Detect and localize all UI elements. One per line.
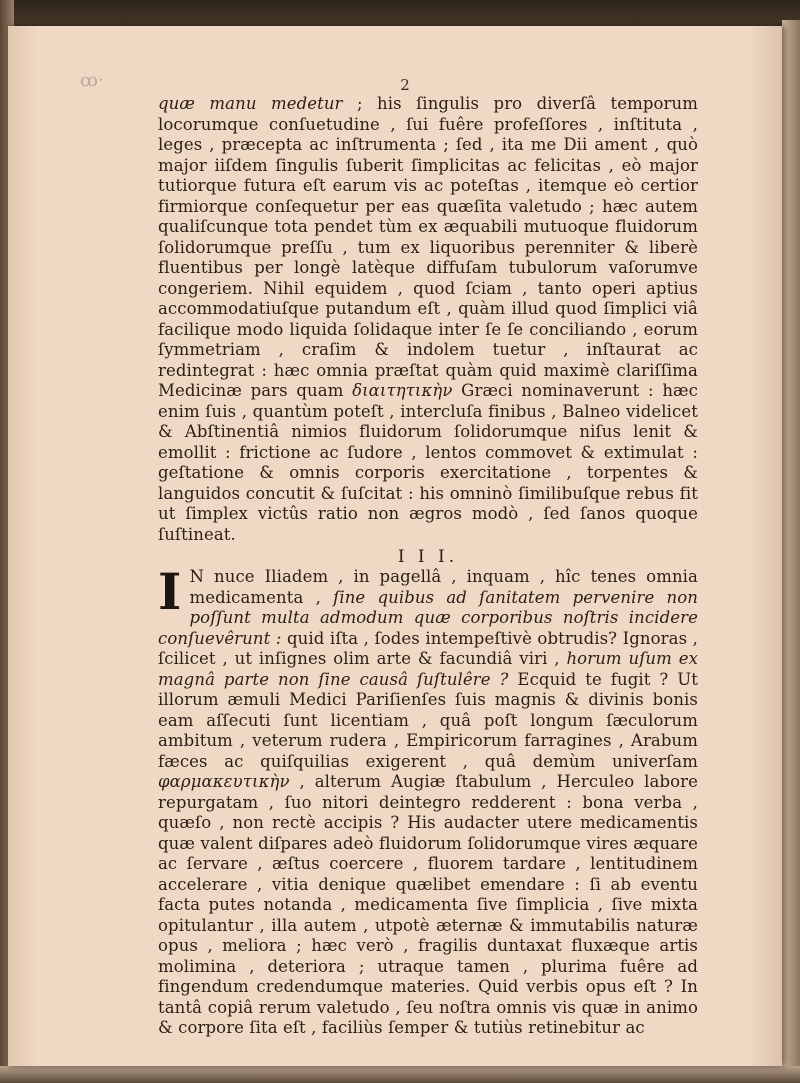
italic-phrase: ſine quibus ad ſanitatem pervenire non poſſunt multa admodum quæ corporibus noſtris incidere conſuevêrunt :	[158, 587, 698, 648]
greek-word: φαρμακευτικὴν	[158, 772, 290, 791]
text-run: ; his ſingulis pro diverſâ temporum locorumque conſuetudine , ſui fuêre profeſſores , inſtituta , leges , præcepta ac inſtrumenta ; ſed , ita me Dii ament , quò major iiſdem ſingulis ſuberit ſimplicitas ac felicitas , eò major tutiorque futura eſt earum vis ac poteſtas , itemque eò certior firmiorque conſequetur per eas quæſita valetudo ; hæc autem qualiſcunque tota pendet tùm ex æquabili mutuoque fluidorum ſolidorumque preſſu , tum ex liquoribus perenniter & liberè fluentibus per longè latèque diffuſam tubulorum vaſorumve congeriem. Nihil equidem , quod ſciam , tanto operi aptius accommodatiuſque putandum eſt , quàm illud quod ſimplici viâ facilique modo liquida ſolidaque inter ſe ſe conciliando , eorum ſymmetriam , craſim & indolem tuetur , inſtaurat ac redintegrat : hæc omnia præſtat quàm quid maximè clariſſima Medicinæ pars quam	[158, 94, 698, 400]
section-heading: I I I.	[397, 547, 459, 567]
page-edge-right	[782, 20, 800, 1083]
page-number: 2	[400, 76, 410, 94]
page-edge-bottom	[0, 1066, 800, 1083]
ink-marginalia: ꝏ·	[80, 70, 104, 91]
paragraph-2	[158, 562, 699, 1039]
text-run: quid iſta , ſodes intempeſtivè obtrudis? Ignoras , ſcilicet , ut inſignes olim arte & facundiâ viri ,	[158, 628, 698, 668]
text-run: Ecquid te fugit ? Ut illorum æmuli Medici Pariſienſes ſuis magnis & divinis bonis eam aſſecuti ſunt licentiam , quâ poſt longum ſæculorum ambitum , veterum rudera , Empiricorum farragines , Arabum fæces ac quiſquilias exigerent , quâ demùm univerſam	[158, 669, 698, 771]
text-run: N nuce Iliadem , in pagellâ , inquam , hîc tenes omnia medicamenta ,	[189, 567, 698, 607]
text-run: , alterum Augiæ ſtabulum , Herculeo labore repurgatam , ſuo nitori deintegro redderent : bona verba , quæſo , non rectè accipis ? His audacter utere medicamentis quæ valent diſpares adeò fluidorum ſolidorumque vires æquare ac ſervare , æſtus coercere , fluorem tardare , lentitudinem accelerare , vitia denique quælibet emendare : ſi ab eventu facta putes notanda , medicamenta ſive ſimplicia , ſive mixta opitulantur , illa autem , utpotè æternæ & immutabilis naturæ opus , meliora ; hæc verò , fragilis duntaxat fluxæque artis molimina , deteriora ; utraque tamen , plurima fuêre ad fingendum credendumque materies. Quid verbis opus eſt ? In tantâ copiâ rerum valetudo , ſeu noſtra omnis vis quæ in animo & corpore ſita eſt , faciliùs ſemper & tutiùs retinebitur ac	[158, 772, 698, 1037]
greek-word: διαιτητικὴν	[352, 381, 453, 400]
italic-phrase: horum uſum ex magnâ parte non ſine causâ ſuſtulêre ?	[158, 649, 699, 689]
italic-phrase: quæ manu medetur	[158, 94, 343, 113]
text-run: Græci nominaverunt : hæc enim ſuis , quantùm poteſt , intercluſa finibus , Balneo videlicet & Abſtinentiâ nimios fluidorum ſolidorumque niſus lenit & emollit : frictione ac ſudore , lentos commovet & extimulat : geſtatione & omnis corporis exercitatione , torpentes & languidos concutit & ſuſcitat : his omninò ſimilibuſque rebus fit ut ſimplex victûs ratio non ægros modò , ſed ſanos quoque ſuſtineat.	[158, 381, 698, 544]
drop-cap: I	[158, 562, 182, 621]
paragraph-1	[158, 94, 698, 545]
page-body	[158, 94, 698, 1039]
